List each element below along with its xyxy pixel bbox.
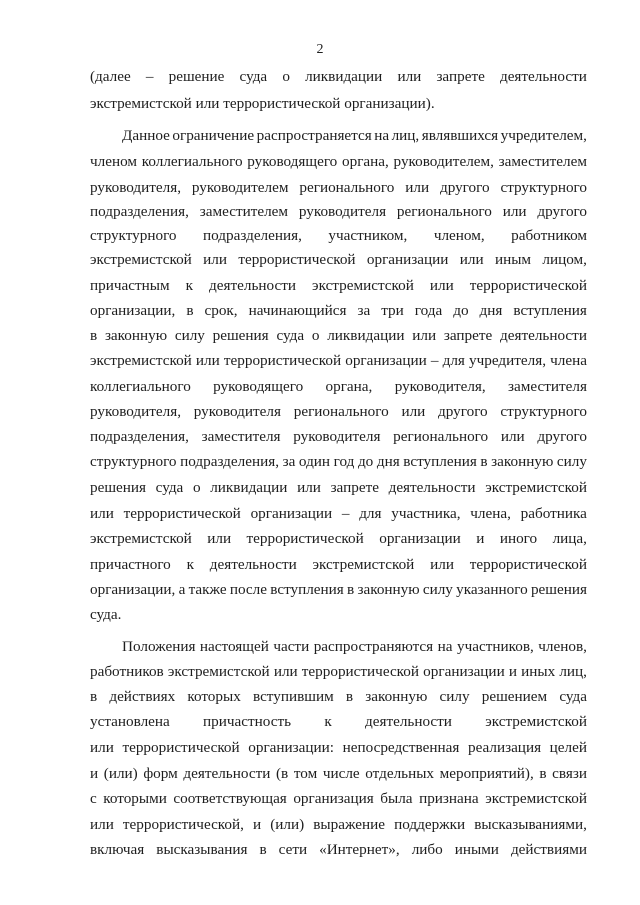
word: срок, [204, 302, 238, 319]
word: органа, [325, 378, 373, 395]
word: – [430, 352, 439, 369]
text-line [90, 663, 587, 681]
word: до [453, 302, 469, 319]
word: руководителя, [90, 179, 182, 196]
word: запрете [330, 479, 379, 496]
word: (или) [270, 816, 305, 833]
word: другого [537, 428, 587, 445]
text-line [90, 765, 587, 783]
word: членов, [538, 638, 587, 655]
word: деятельности [388, 479, 476, 496]
word: установлена [90, 713, 170, 730]
word: террористической [301, 663, 420, 680]
word: три [381, 302, 404, 319]
word: к [186, 556, 194, 573]
word: иных [521, 663, 556, 680]
word: или [459, 251, 484, 268]
word: ограничение [172, 127, 255, 144]
word: структурного [90, 227, 177, 244]
word: экстремистской [485, 479, 587, 496]
word: террористической [223, 352, 342, 369]
word: лиц, [391, 127, 420, 144]
text-line [90, 302, 587, 320]
word: к [185, 277, 193, 294]
word: организации: [248, 739, 335, 756]
text-line [122, 638, 587, 656]
word: экстремистской [90, 530, 192, 547]
word: руководителя [193, 403, 281, 420]
word: организации [250, 505, 333, 522]
word: признана [419, 790, 479, 807]
word: и [253, 816, 262, 833]
word: учредителя, [469, 352, 547, 369]
word: к [324, 713, 332, 730]
word: иного [499, 530, 538, 547]
text-line [122, 127, 587, 145]
word: руководителем [191, 179, 289, 196]
word: (в [275, 765, 289, 782]
word: в [186, 302, 194, 319]
word: подразделения, [203, 227, 302, 244]
word: коллегиального [90, 378, 191, 395]
word: решением [481, 688, 548, 705]
text-line [90, 277, 587, 295]
text-line [90, 713, 587, 731]
word: о [192, 479, 201, 496]
word: регионального [293, 403, 389, 420]
word: структурного [90, 453, 177, 470]
word: силу [439, 688, 470, 705]
word: том [293, 765, 318, 782]
word: или [90, 739, 114, 756]
word: структурного [500, 403, 587, 420]
word: учредителем, [500, 127, 587, 144]
word: которыми [103, 790, 167, 807]
word: террористической, [122, 816, 244, 833]
text-line [90, 68, 587, 86]
word: участника, [391, 505, 461, 522]
word: числе [322, 765, 360, 782]
word: причастным [90, 277, 170, 294]
word: «Интернет», [319, 841, 400, 858]
word: работником [511, 227, 587, 244]
word: регионального [299, 179, 395, 196]
word: на [437, 638, 453, 655]
text-line [90, 227, 587, 245]
word: о [282, 68, 290, 85]
word: суда [155, 479, 184, 496]
word: заместителя [508, 378, 587, 395]
word: экстремистской [312, 556, 415, 573]
word: лица, [552, 530, 587, 547]
word: руководящего [247, 153, 338, 170]
word: заместителем [199, 203, 289, 220]
word: дня [376, 453, 400, 470]
word: причастного [90, 556, 171, 573]
word: один [298, 453, 331, 470]
word: запрете [436, 68, 485, 85]
word: вступления [513, 302, 587, 319]
word: силу [174, 327, 205, 344]
word: и [90, 765, 99, 782]
word: а [178, 581, 186, 598]
word: ликвидации [305, 68, 383, 85]
word: террористической [469, 556, 587, 573]
word: экстремистской [485, 790, 587, 807]
word: иными [454, 841, 499, 858]
word: или [401, 403, 426, 420]
word: или [412, 327, 437, 344]
word: либо [411, 841, 443, 858]
word: – [145, 68, 154, 85]
word: или [195, 352, 220, 369]
word: организации [345, 352, 427, 369]
word: организации [379, 530, 461, 547]
text-line [90, 816, 587, 834]
word: подразделения, [90, 428, 189, 445]
word: законную [491, 453, 554, 470]
word: распространяются [313, 638, 434, 655]
word: (или) [103, 765, 138, 782]
word: в [539, 765, 547, 782]
word: являвшихся [421, 127, 499, 144]
text-line [90, 790, 587, 808]
word: распространяется [256, 127, 372, 144]
word: высказывания [156, 841, 248, 858]
word: в [90, 327, 98, 344]
text-line [90, 403, 587, 421]
word: решение [168, 68, 225, 85]
word: деятельности [364, 713, 452, 730]
word: террористической [122, 739, 240, 756]
word: или [429, 277, 454, 294]
word: в [259, 841, 267, 858]
word: и [508, 663, 517, 680]
word: после [229, 581, 267, 598]
word: за [282, 453, 296, 470]
word: экстремистской [485, 713, 587, 730]
text-line [90, 841, 587, 859]
word: поддержки [394, 816, 466, 833]
word: или [500, 428, 525, 445]
word: суда [239, 68, 268, 85]
word: другого [438, 403, 488, 420]
word: причастность [203, 713, 292, 730]
word: экстремистской [90, 352, 192, 369]
word: террористической [238, 251, 356, 268]
word: законную [365, 688, 428, 705]
word: вступившим [252, 688, 334, 705]
word: коллегиального [141, 153, 243, 170]
word: подразделения, [180, 453, 280, 470]
text-line [90, 153, 587, 171]
word: в [480, 453, 488, 470]
word: деятельности [500, 327, 587, 344]
word: руководителем, [393, 153, 494, 170]
word: руководителя, [394, 378, 486, 395]
word: организация [293, 790, 374, 807]
text-line [90, 251, 587, 269]
word: реализация [467, 739, 542, 756]
word: решения [90, 479, 147, 496]
word: соответствующая [173, 790, 287, 807]
word: деятельности [499, 68, 587, 85]
word: мероприятий), [439, 765, 534, 782]
word: – [341, 505, 350, 522]
word: работника [520, 505, 587, 522]
word: начинающийся [248, 302, 347, 319]
word: вступления [270, 581, 344, 598]
word: участником, [328, 227, 408, 244]
word: руководителя, [90, 403, 182, 420]
word: регионального [396, 203, 492, 220]
word: до [357, 453, 374, 470]
word: настоящей [199, 638, 269, 655]
text-line [90, 530, 587, 548]
word: для [442, 352, 465, 369]
word: с [90, 790, 97, 807]
word: заместителем [498, 153, 587, 170]
word: высказываниями, [474, 816, 587, 833]
word: члена, [470, 505, 511, 522]
word: силу [556, 453, 587, 470]
word: включая [90, 841, 145, 858]
text-line [90, 688, 587, 706]
word: участников, [457, 638, 534, 655]
word: организации, [90, 581, 176, 598]
text-line [90, 505, 587, 523]
word: действиях [109, 688, 176, 705]
word: или [273, 663, 298, 680]
word: отдельных [365, 765, 434, 782]
text-line [90, 327, 587, 345]
word: вступления [403, 453, 477, 470]
word: ликвидации [327, 327, 405, 344]
word: действиями [510, 841, 587, 858]
word: выражение [313, 816, 386, 833]
word: или [297, 479, 321, 496]
word: суда [276, 327, 305, 344]
word: террористической [469, 277, 587, 294]
word: форм [143, 765, 178, 782]
word: Данное [122, 127, 170, 144]
word: или [207, 530, 232, 547]
word: за [357, 302, 371, 319]
word: также [188, 581, 227, 598]
text-line [90, 581, 587, 599]
word: работников [90, 663, 164, 680]
word: членом [90, 153, 138, 170]
word: суда [559, 688, 587, 705]
word: и [476, 530, 485, 547]
word: экстремистской [90, 251, 192, 268]
word: которых [187, 688, 241, 705]
word: организации, [90, 302, 176, 319]
text-line: суда. [90, 606, 122, 623]
word: другого [537, 203, 587, 220]
word: члена [550, 352, 587, 369]
text-line [90, 428, 587, 446]
word: Положения [122, 638, 196, 655]
word: членом, [433, 227, 485, 244]
word: экстремистской [312, 277, 414, 294]
word: дня [479, 302, 503, 319]
word: части [273, 638, 310, 655]
word: деятельности [209, 277, 296, 294]
word: для [359, 505, 382, 522]
word: или [405, 179, 430, 196]
word: организации [423, 663, 505, 680]
word: или [203, 251, 227, 268]
word: решения [530, 581, 587, 598]
word: террористической [123, 505, 241, 522]
word: органа, [342, 153, 389, 170]
text-line: экстремистской или террористической организации). [90, 95, 435, 112]
word: или [430, 556, 454, 573]
word: иным [494, 251, 532, 268]
word: лицом, [542, 251, 587, 268]
word: лиц, [559, 663, 587, 680]
word: связи [552, 765, 587, 782]
word: заместителя [201, 428, 281, 445]
word: указанного [456, 581, 528, 598]
word: в [90, 688, 98, 705]
word: деятельности [183, 765, 271, 782]
word: структурного [500, 179, 587, 196]
text-line [90, 453, 587, 471]
word: или [502, 203, 527, 220]
text-line [90, 352, 587, 370]
word: экстремистской [167, 663, 270, 680]
page-number: 2 [316, 42, 324, 57]
text-line [90, 739, 587, 757]
word: в [347, 581, 355, 598]
word: руководящего [213, 378, 304, 395]
text-line [90, 378, 587, 396]
word: или [90, 505, 114, 522]
word: законную [104, 327, 168, 344]
word: регионального [393, 428, 489, 445]
word: была [380, 790, 413, 807]
text-line [90, 556, 587, 574]
word: о [311, 327, 320, 344]
word: запрете [443, 327, 493, 344]
text-line [90, 179, 587, 197]
word: террористической [246, 530, 364, 547]
word: (далее [90, 68, 131, 85]
word: деятельности [209, 556, 297, 573]
word: года [414, 302, 443, 319]
word: или [397, 68, 422, 85]
word: непосредственная [342, 739, 460, 756]
word: организации [366, 251, 449, 268]
word: руководителя [293, 428, 381, 445]
word: год [333, 453, 355, 470]
word: или [90, 816, 114, 833]
word: подразделения, [90, 203, 189, 220]
word: другого [439, 179, 490, 196]
word: на [374, 127, 390, 144]
word: целей [549, 739, 587, 756]
word: законную [357, 581, 420, 598]
text-line [90, 203, 587, 221]
text-line [90, 479, 587, 497]
word: в [345, 688, 354, 705]
word: руководителя [298, 203, 387, 220]
word: силу [422, 581, 453, 598]
word: сети [278, 841, 308, 858]
word: решения [212, 327, 269, 344]
word: ликвидации [210, 479, 288, 496]
